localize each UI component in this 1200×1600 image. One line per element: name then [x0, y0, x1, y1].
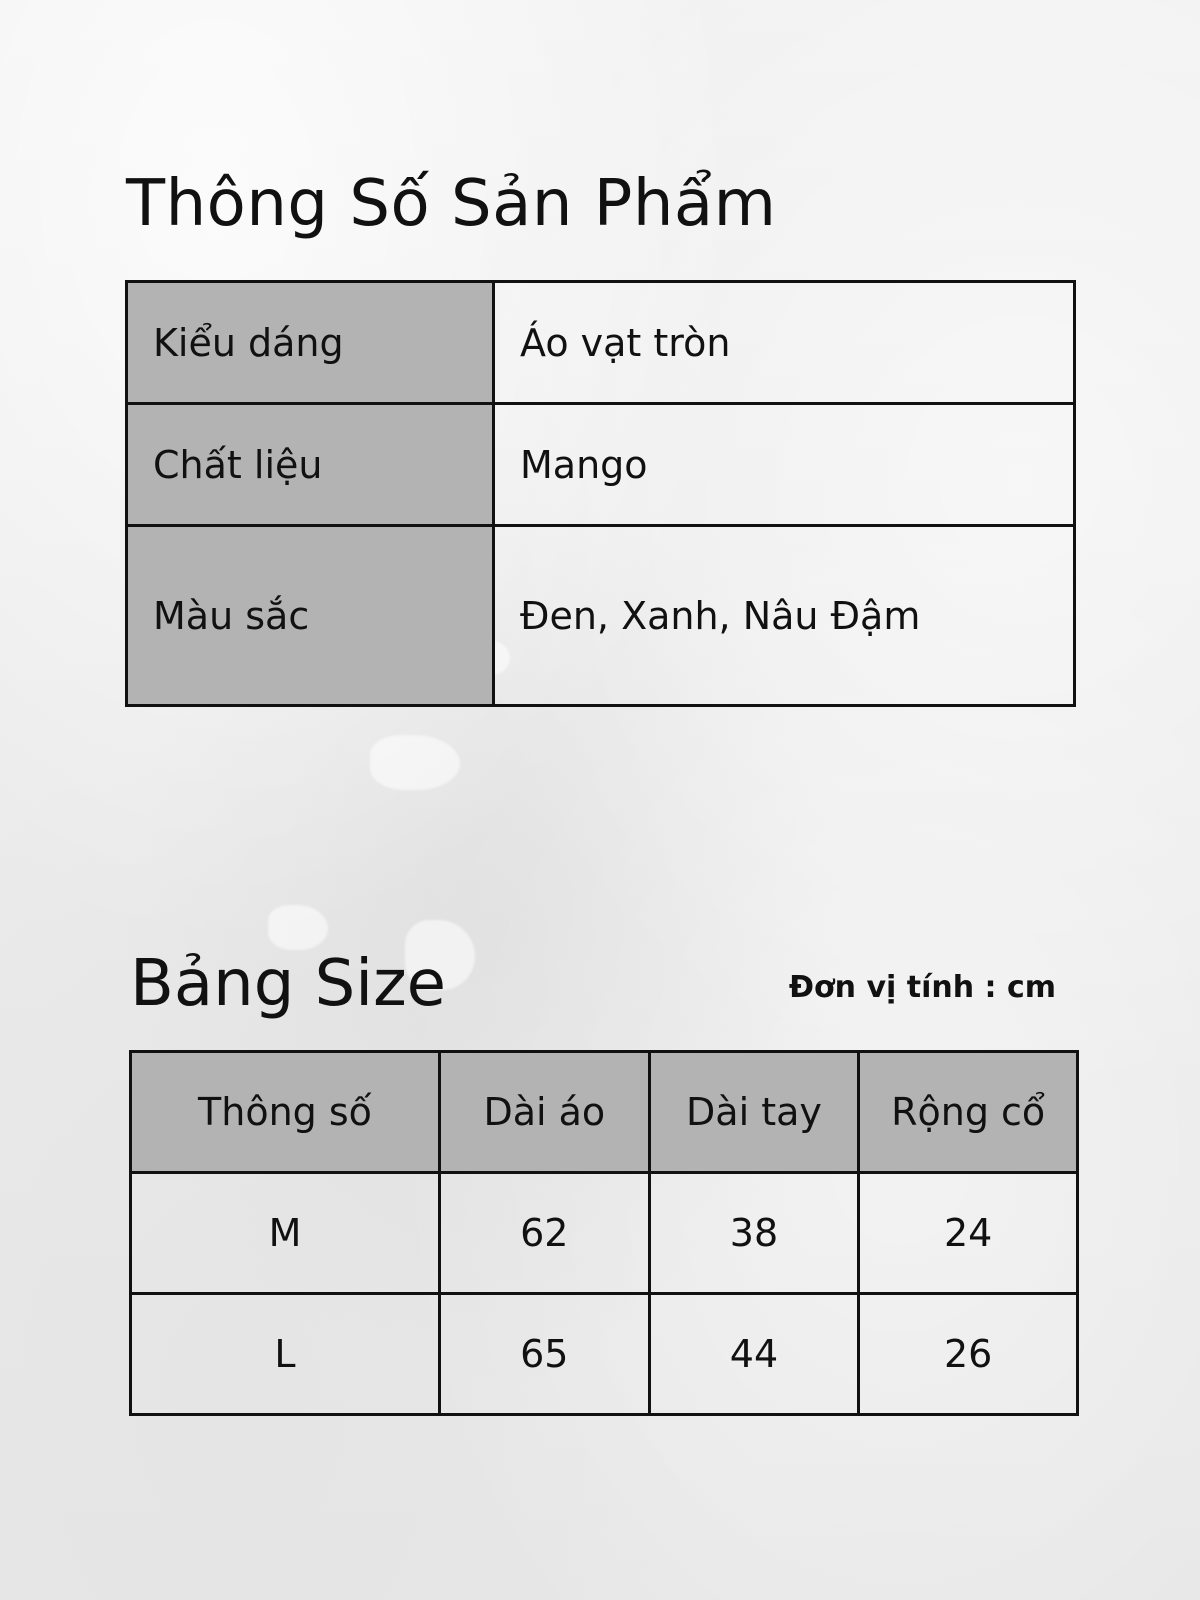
size-cell: L [131, 1294, 440, 1415]
size-chart-table [129, 1050, 1079, 1416]
spec-value-style: Áo vạt tròn [494, 282, 1075, 404]
table-row [131, 1294, 1078, 1415]
watercolor-stain [370, 735, 460, 790]
size-chart-title: Bảng Size [130, 947, 447, 1021]
size-cell: M [131, 1173, 440, 1294]
table-row [127, 526, 1075, 706]
table-header-row [131, 1052, 1078, 1173]
table-row [131, 1173, 1078, 1294]
watercolor-stain [268, 905, 328, 950]
spec-label-style: Kiểu dáng [127, 282, 494, 404]
spec-label-material: Chất liệu [127, 404, 494, 526]
neck-cell: 26 [859, 1294, 1078, 1415]
product-specs-table [125, 280, 1076, 707]
column-header-sleeve: Dài tay [649, 1052, 859, 1173]
spec-value-color: Đen, Xanh, Nâu Đậm [494, 526, 1075, 706]
table-row [127, 404, 1075, 526]
spec-value-material: Mango [494, 404, 1075, 526]
product-specs-title: Thông Số Sản Phẩm [126, 167, 777, 241]
sleeve-cell: 38 [649, 1173, 859, 1294]
unit-note: Đơn vị tính : cm [788, 970, 1056, 1005]
neck-cell: 24 [859, 1173, 1078, 1294]
table-row [127, 282, 1075, 404]
column-header-length: Dài áo [439, 1052, 649, 1173]
spec-label-color: Màu sắc [127, 526, 494, 706]
length-cell: 62 [439, 1173, 649, 1294]
length-cell: 65 [439, 1294, 649, 1415]
column-header-neck: Rộng cổ [859, 1052, 1078, 1173]
sleeve-cell: 44 [649, 1294, 859, 1415]
column-header-spec: Thông số [131, 1052, 440, 1173]
